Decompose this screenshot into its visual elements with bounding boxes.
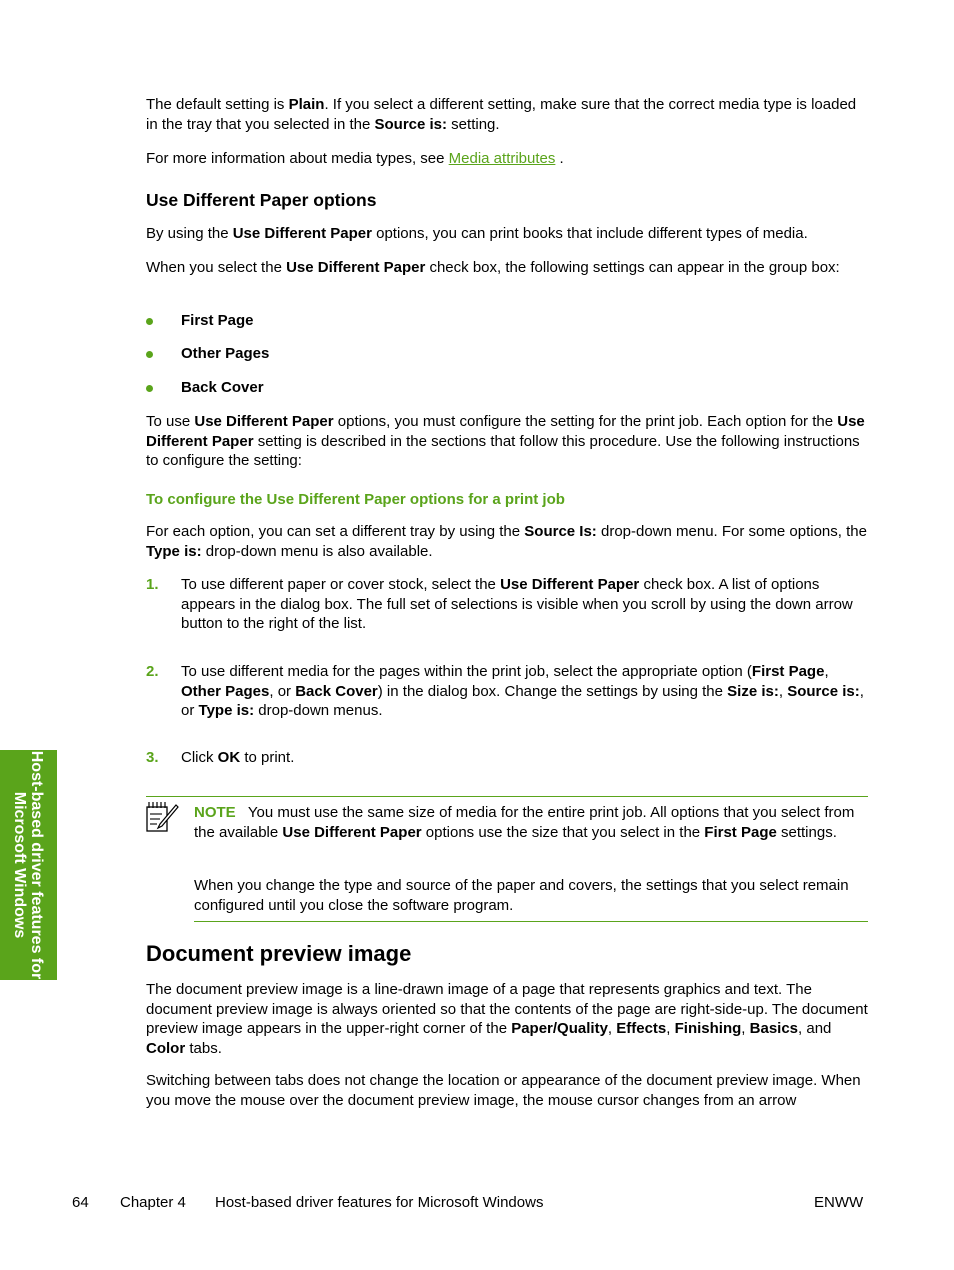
text: To use different paper or cover stock, select the [181, 576, 501, 593]
bold-text: Type is: [198, 702, 255, 719]
bold-text: Use Different Paper [146, 413, 865, 450]
text: Click [181, 749, 218, 766]
text: , [741, 1020, 750, 1037]
text: , [824, 663, 829, 680]
text: , [666, 1020, 675, 1037]
footer-chapter: Chapter 4 [120, 1194, 186, 1211]
body-paragraph [146, 412, 868, 471]
step-text [181, 662, 869, 721]
bold-text: Back Cover [295, 682, 378, 700]
bold-text: Basics [749, 1020, 799, 1037]
step-text [181, 575, 869, 634]
text: The default setting is [146, 96, 289, 113]
note-pad-icon [145, 800, 179, 834]
text: For more information about media types, see [146, 150, 449, 167]
text: , or [181, 682, 864, 719]
media-attributes-link[interactable]: Media attributes [448, 150, 556, 167]
text: For each option, you can set a different tray by using the [146, 523, 525, 540]
text: , or [269, 682, 296, 700]
body-paragraph [146, 258, 868, 278]
section-heading-document-preview: Document preview image [146, 941, 412, 966]
text: options, you must configure the setting for the print job. Each option for the [333, 413, 838, 430]
step-number: 3. [146, 749, 159, 766]
text: . [555, 150, 564, 167]
bold-text: Type is: [146, 542, 202, 560]
text: options use the size that you select in the [421, 823, 705, 841]
bold-text: Use Different Paper [286, 259, 426, 276]
text: to print. [240, 749, 295, 766]
text: ) in the dialog box. Change the settings by using the [377, 682, 728, 700]
intro-paragraph [146, 95, 868, 134]
bold-text: Plain [288, 96, 325, 113]
chapter-side-tab [0, 750, 57, 980]
body-paragraph [146, 980, 868, 1058]
text: drop-down menu is also available. [201, 542, 433, 560]
bold-text: OK [217, 749, 241, 766]
footer-code: ENWW [814, 1194, 864, 1211]
text: . If you select a different setting, make sure that the correct media type is loaded in the tray that you selected in the [146, 96, 857, 133]
text: setting is described in the sections that follow this procedure. Use the following instructions to configure the setting: [146, 432, 860, 469]
text: , [778, 682, 788, 700]
bullet-icon [146, 351, 153, 358]
text: By using the [146, 225, 233, 242]
bold-text: Use Different Paper [282, 823, 422, 841]
bold-text: Source Is: [524, 523, 597, 540]
bold-text: Effects [616, 1020, 667, 1037]
text: tabs. [185, 1039, 222, 1057]
bold-text: Other Pages [181, 682, 270, 700]
procedure-heading: To configure the Use Different Paper options for a print job [146, 491, 565, 508]
procedure-intro [146, 522, 868, 561]
text: To use different media for the pages within the print job, select the appropriate option ( [181, 663, 752, 680]
bold-text: Use Different Paper [194, 413, 334, 430]
body-paragraph: Switching between tabs does not change the location or appearance of the document preview image. When you move the mouse over the document preview image, the mouse cursor changes from an arrow [146, 1072, 861, 1109]
text: options, you can print books that include different types of media. [371, 225, 808, 242]
text: check box, the following settings can appear in the group box: [425, 259, 840, 276]
section-heading-use-different-paper: Use Different Paper options [146, 190, 377, 210]
bullet-icon [146, 385, 153, 392]
text: check box. A list of options appears in the dialog box. The full set of selections is visible when you scroll by using the down arrow button to the right of the list. [181, 576, 853, 632]
text: You must use the same size of media for the entire print job. All options that you select from the available [194, 804, 859, 841]
bold-text: First Page [704, 823, 777, 841]
step-number: 1. [146, 576, 159, 593]
text: The document preview image is a line-drawn image of a page that represents graphics and text. The document preview image is always oriented so that the contents of the page are right-side-up. The document preview image appears in the upper-right corner of the [146, 981, 868, 1037]
note-bottom-rule [194, 921, 868, 922]
body-paragraph [146, 224, 868, 244]
note-paragraph [194, 803, 868, 842]
footer-page-number: 64 [72, 1194, 89, 1211]
bold-text: Use Different Paper [232, 225, 372, 242]
text: settings. [776, 823, 837, 841]
bullet-icon [146, 318, 153, 325]
chapter-side-tab-label: Host-based driver features for Microsoft Windows [11, 750, 45, 980]
step-number: 2. [146, 663, 159, 680]
bold-text: Source is: [374, 115, 448, 133]
bold-text: Color [146, 1039, 186, 1057]
list-item: Back Cover [181, 379, 264, 396]
bold-text: Paper/Quality [511, 1020, 608, 1037]
text: , [607, 1020, 617, 1037]
text: drop-down menus. [254, 702, 383, 719]
step-text [181, 748, 869, 768]
media-types-paragraph [146, 149, 868, 169]
text: drop-down menu. For some options, the [596, 523, 867, 540]
bold-text: Use Different Paper [500, 576, 640, 593]
list-item: Other Pages [181, 345, 270, 362]
text: , and [798, 1020, 832, 1037]
text: To use [146, 413, 195, 430]
text: setting. [447, 115, 500, 133]
text: When you select the [146, 259, 287, 276]
bold-text: Size is: [727, 682, 779, 700]
note-paragraph: When you change the type and source of the paper and covers, the settings that you select remain configured until you close the software program. [194, 877, 849, 914]
bold-text: First Page [751, 663, 825, 680]
bold-text: Source is: [787, 682, 860, 700]
note-label: NOTE [194, 804, 236, 821]
bold-text: Finishing [674, 1020, 742, 1037]
footer-chapter-title: Host-based driver features for Microsoft Windows [215, 1194, 544, 1211]
list-item: First Page [181, 312, 254, 329]
note-top-rule [146, 796, 868, 797]
